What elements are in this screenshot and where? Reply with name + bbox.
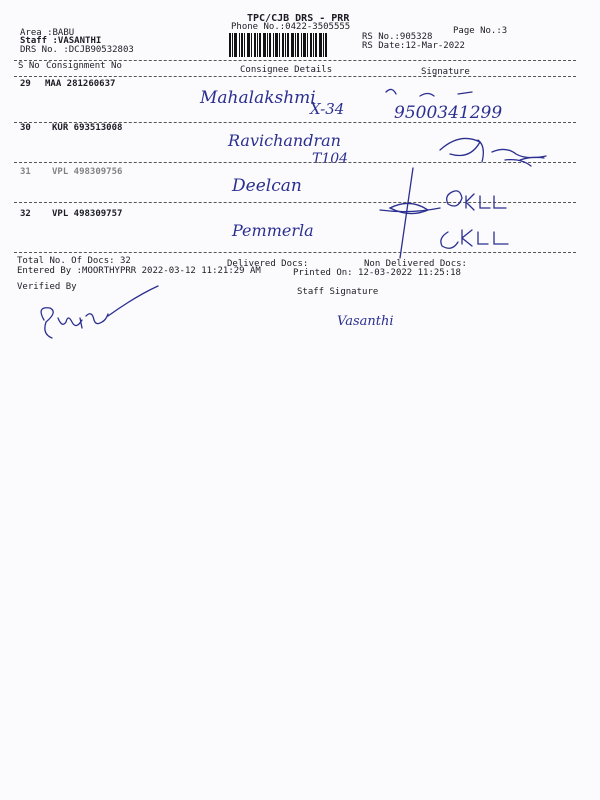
row-consignment: VPL 498309756 xyxy=(52,167,123,177)
area-label: Area :BABU xyxy=(20,28,75,38)
staff-signature-label: Staff Signature xyxy=(297,287,379,297)
row-consignment: MAA 281260637 xyxy=(45,79,116,89)
phone-number: Phone No.:0422-3505555 xyxy=(231,22,351,32)
printed-on: Printed On: 12-03-2022 11:25:18 xyxy=(293,268,461,278)
signature-stroke xyxy=(41,286,158,338)
column-consignee-details: Consignee Details xyxy=(240,65,333,75)
row-consignment: KUR 693513008 xyxy=(52,123,123,133)
rs-number: RS No.:905328 xyxy=(362,32,433,42)
signature-stroke xyxy=(441,230,508,248)
verified-by-label: Verified By xyxy=(17,282,77,292)
consignee-name-handwritten: Ravichandran xyxy=(228,131,341,150)
page-number: Page No.:3 xyxy=(453,26,508,36)
column-consignment: Consignment No xyxy=(46,61,122,71)
staff-signature-handwritten: Vasanthi xyxy=(337,314,394,329)
entered-by: Entered By :MOORTHYPRR 2022-03-12 11:21:29 AM xyxy=(17,266,261,276)
staff-label: Staff :VASANTHI xyxy=(20,36,102,46)
row-sno: 31 xyxy=(20,167,31,177)
row-sno: 32 xyxy=(20,209,31,219)
signature-stroke xyxy=(440,138,546,166)
consignee-name-handwritten: Mahalakshmi xyxy=(200,88,316,108)
signature-stroke xyxy=(386,89,472,96)
rs-date: RS Date:12-Mar-2022 xyxy=(362,41,465,51)
row-consignment: VPL 498309757 xyxy=(52,209,123,219)
consignee-extra-handwritten: X-34 xyxy=(310,100,345,118)
consignee-extra-handwritten: T104 xyxy=(312,151,349,167)
delivered-docs: Delivered Docs: xyxy=(227,259,309,269)
column-sno: S No xyxy=(18,61,40,71)
column-signature: Signature xyxy=(421,67,470,77)
document-title: TPC/CJB DRS - PRR xyxy=(247,13,350,24)
row-sno: 30 xyxy=(20,123,31,133)
total-docs: Total No. Of Docs: 32 xyxy=(17,256,131,266)
non-delivered-docs: Non Delivered Docs: xyxy=(364,259,467,269)
signature-stroke xyxy=(380,208,440,212)
consignee-name-handwritten: Deelcan xyxy=(232,176,302,196)
signature-stroke xyxy=(447,191,506,210)
consignee-phone-handwritten: 9500341299 xyxy=(394,103,503,123)
consignee-name-handwritten: Pemmerla xyxy=(232,221,314,240)
row-sno: 29 xyxy=(20,79,31,89)
drs-number: DRS No. :DCJB90532803 xyxy=(20,45,134,55)
